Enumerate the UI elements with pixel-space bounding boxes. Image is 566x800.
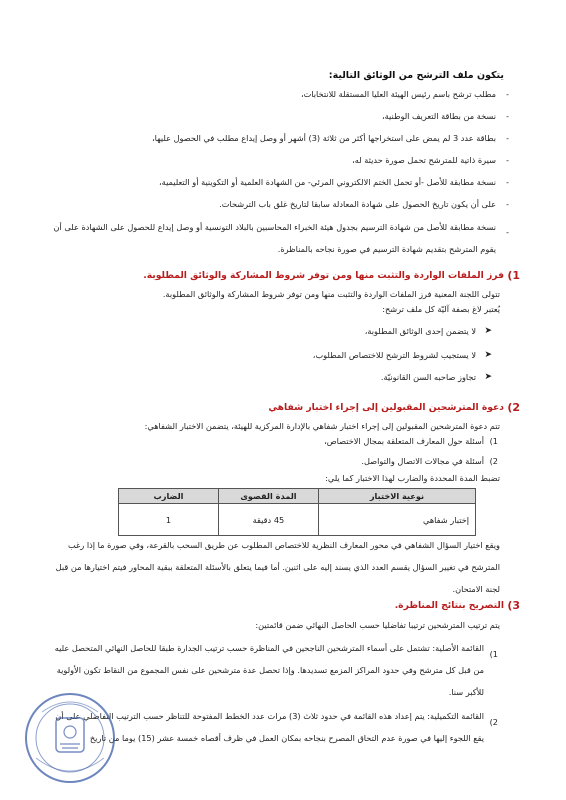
column-header: نوعية الاختبار xyxy=(318,489,475,504)
document-item: - نسخة من بطاقة التعريف الوطنية، xyxy=(381,111,509,121)
bullet-icon: - xyxy=(506,156,509,165)
official-stamp xyxy=(22,688,118,788)
bullet-icon: - xyxy=(506,134,509,143)
section-2-title: 2) دعوة المترشحين المقبولين إلى إجراء اختبار شفاهي xyxy=(268,401,520,414)
table-lead: تضبط المدة المحددة والضارب لهذا الاختبار كما يلي: xyxy=(325,473,500,483)
intro-title: يتكون ملف الترشح من الوثائق التالية: xyxy=(328,70,504,81)
bullet-icon: - xyxy=(506,90,509,99)
document-item: - مطلب ترشح باسم رئيس الهيئة العليا المستقلة للانتخابات، xyxy=(300,89,509,99)
numbered-item: 1) القائمة الأصلية: تشتمل على أسماء المترشحين الناجحين في المناظرة حسب ترتيب الجدارة طبقا للحاصل النهائي المتحصل عليه من قبل كل مترشح وفي حدود المراكز المزمع تسديدها. وإذا تحصل عدة مترشحين على نفس المجموع من النقاط تكون الأولوية للأكبر سنا. xyxy=(54,643,498,697)
column-header: المدة القصوى xyxy=(218,489,318,504)
document-item: - بطاقة عدد 3 لم يمض على استخراجها أكثر من ثلاثة (3) أشهر أو وصل إيداع مطلب في الحصول عليها، xyxy=(151,133,509,143)
numbered-item: 2) أسئلة في مجالات الاتصال والتواصل. xyxy=(361,456,498,466)
section-3-title: 3) التصريح بنتائج المناظرة. xyxy=(394,599,520,612)
section-1-paragraph: تتولى اللجنة المعنية فرز الملفات الواردة والتثبت منها ومن توفر شروط المشاركة والوثائق المطلوبة. xyxy=(162,289,500,299)
list-item: ➤ لا يتضمن إحدى الوثائق المطلوبة، xyxy=(364,326,492,336)
bullet-icon: - xyxy=(506,112,509,121)
section-1-title: 1) فرز الملفات الواردة والتثبت منها ومن توفر شروط المشاركة والوثائق المطلوبة. xyxy=(143,269,520,282)
table-cell: 1 xyxy=(119,504,219,536)
list-item: ➤ لا يستجيب لشروط الترشح للاختصاص المطلوب، xyxy=(312,350,492,360)
table-header-row xyxy=(119,489,476,504)
arrow-bullet-icon: ➤ xyxy=(484,350,492,360)
arrow-bullet-icon: ➤ xyxy=(484,326,492,336)
bullet-icon: - xyxy=(506,200,509,209)
bullet-icon: - xyxy=(506,178,509,187)
table-row xyxy=(119,504,476,536)
document-item: - على أن يكون تاريخ الحصول على شهادة المعادلة سابقا لتاريخ غلق باب الترشحات. xyxy=(219,199,509,209)
section-2-paragraph: تتم دعوة المترشحين المقبولين إلى إجراء اختبار شفاهي بالإدارة المركزية للهيئة، يتضمن الاختبار الشفاهي: xyxy=(144,421,500,431)
column-header: الضارب xyxy=(119,489,219,504)
document-item: - سيرة ذاتية للمترشح تحمل صورة حديثة له، xyxy=(352,155,509,165)
table-cell: 45 دقيقة xyxy=(218,504,318,536)
list-item: ➤ تجاوز صاحبه السن القانونيّة. xyxy=(380,372,492,382)
numbered-item: 1) أسئلة حول المعارف المتعلقة بمجال الاختصاص، xyxy=(324,436,498,446)
numbered-item: 2) القائمة التكميلية: يتم إعداد هذه القائمة في حدود ثلاث (3) مرات عدد الخطط المفتوحة للتناظر حسب الترتيب التفاضلي على أن يقع اللجوء إليها في صورة عدم التحاق المصرح بنجاحه بمكان العمل في ظرف أقصاه خمسة عشر (15) يوما من تاريخ xyxy=(55,711,498,743)
document-item: - نسخة مطابقة للأصل من شهادة الترسيم بجدول هيئة الخبراء المحاسبين بالبلاد التونسية أو وصل إيداع للحصول على الشهادة على أن يقوم المترشح بتقديم شهادة الترسيم في صورة نجاحه بالمناظرة. xyxy=(53,222,509,254)
document-item: - نسخة مطابقة للأصل -أو تحمل الختم الالكتروني المرئي- من الشهادة العلمية أو التكوينية أو التعليمية، xyxy=(159,177,509,187)
arrow-bullet-icon: ➤ xyxy=(484,372,492,382)
bullet-icon: - xyxy=(506,228,509,237)
table-cell: إختبار شفاهي xyxy=(318,504,475,536)
section-3-paragraph: يتم ترتيب المترشحين ترتيبا تفاضليا حسب الحاصل النهائي ضمن قائمتين: xyxy=(255,620,500,630)
section-1-lead: يُعتبر لاغ بصفة آليّة كل ملف ترشح: xyxy=(382,304,500,314)
exam-table xyxy=(118,488,476,536)
section-2-after: ويقع اختيار السؤال الشفاهي في محور المعارف النظرية للاختصاص المطلوب عن طريق السحب بالقرعة، وفي صورة ما إذا رغب المترشح في تغيير السؤال يقسم العدد الذي يسند إليه على اثنين. أما فيما يتعلق بالأسئلة المتعلقة ببقية المحاور فيتم اختيارها من قبل لجنة الامتحان. xyxy=(55,540,500,594)
